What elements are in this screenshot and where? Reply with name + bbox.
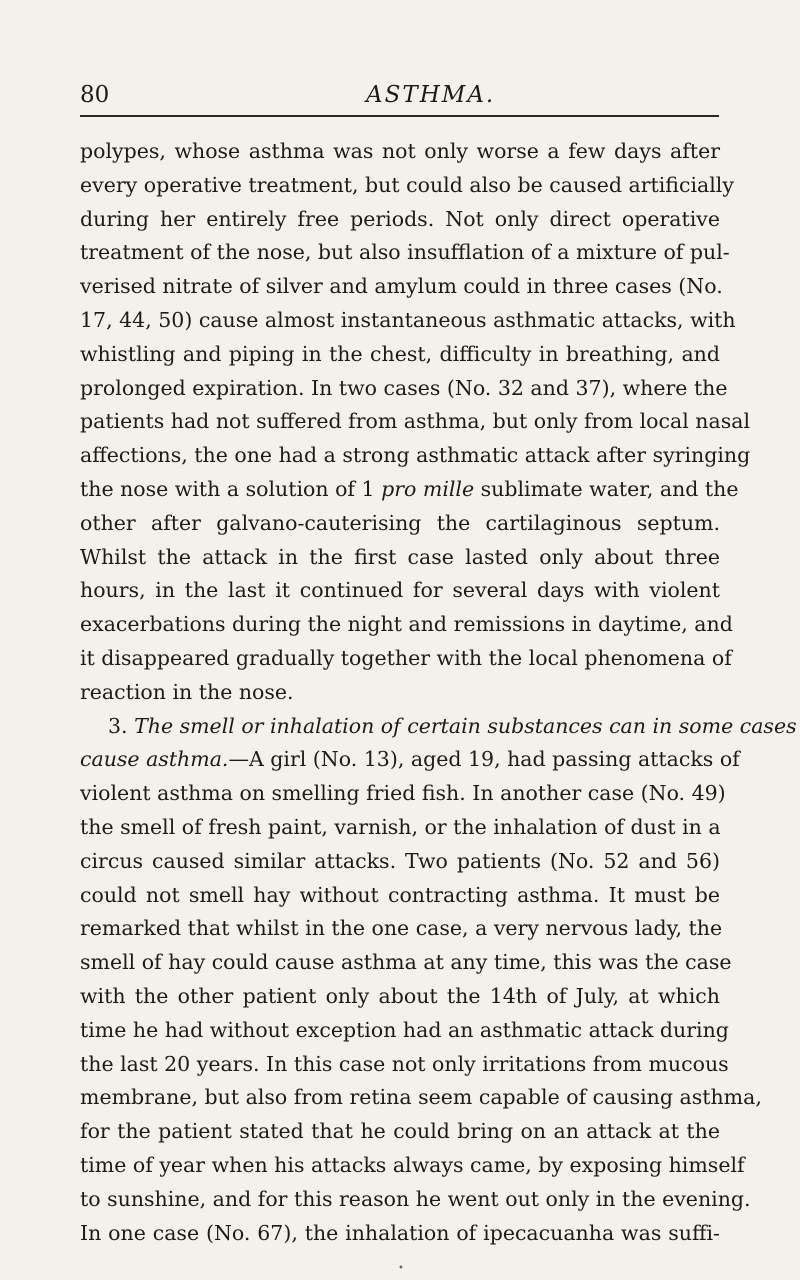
text-line: [80, 473, 739, 507]
text-line: whistling and piping in the chest, difficulty in breathing, and: [80, 341, 720, 366]
text-line: remarked that whilst in the one case, a very nervous lady, the: [80, 916, 723, 941]
text-line: verised nitrate of silver and amylum could in three cases (No.: [80, 274, 723, 299]
page-header: [0, 56, 800, 116]
text-line: patients had not suffered from asthma, but only from local nasal: [80, 409, 751, 434]
text-line: other after galvano-cauterising the cartilaginous septum.: [80, 510, 720, 535]
text-fragment: sublimate water, and the: [474, 476, 739, 501]
section-heading-continued: cause asthma.: [80, 747, 229, 772]
text-line: circus caused similar attacks. Two patients (No. 52 and 56): [80, 848, 720, 873]
text-line: time of year when his attacks always came, by exposing himself: [80, 1152, 745, 1177]
text-line: In one case (No. 67), the inhalation of ipecacuanha was suffi-: [80, 1220, 720, 1245]
section-number: 3.: [108, 713, 135, 738]
header-rule: [80, 115, 719, 117]
footer-mark: •: [398, 1263, 404, 1274]
text-line: violent asthma on smelling fried fish. In another case (No. 49): [80, 781, 726, 806]
body-text: [80, 135, 797, 1250]
page-number: 80: [80, 82, 110, 108]
text-fragment: —A girl (No. 13), aged 19, had passing attacks of: [228, 747, 740, 772]
text-line: every operative treatment, but could also be caused artificially: [80, 172, 734, 197]
text-line: smell of hay could cause asthma at any time, this was the case: [80, 950, 732, 975]
text-line: during her entirely free periods. Not only direct operative: [80, 206, 720, 231]
text-line: prolonged expiration. In two cases (No. 32 and 37), where the: [80, 375, 728, 400]
running-title: ASTHMA.: [366, 82, 496, 108]
text-line: [80, 743, 740, 777]
text-line: with the other patient only about the 14th of July, at which: [80, 983, 720, 1008]
text-line: exacerbations during the night and remissions in daytime, and: [80, 612, 733, 637]
text-line: polypes, whose asthma was not only worse a few days after: [80, 139, 720, 163]
text-line: Whilst the attack in the first case lasted only about three: [80, 544, 720, 569]
text-line: 17, 44, 50) cause almost instantaneous asthmatic attacks, with: [80, 307, 736, 332]
text-line: hours, in the last it continued for several days with violent: [80, 578, 720, 603]
text-line: the last 20 years. In this case not only irritations from mucous: [80, 1051, 729, 1076]
text-line: could not smell hay without contracting asthma. It must be: [80, 882, 720, 907]
italic-phrase: pro mille: [381, 476, 475, 501]
text-line: time he had without exception had an asthmatic attack during: [80, 1017, 729, 1042]
section-heading-line: [80, 710, 797, 744]
text-line: treatment of the nose, but also insufflation of a mixture of pul-: [80, 240, 730, 265]
text-line: to sunshine, and for this reason he went out only in the evening.: [80, 1186, 751, 1211]
text-line: the smell of fresh paint, varnish, or the inhalation of dust in a: [80, 814, 721, 839]
text-line: affections, the one had a strong asthmatic attack after syringing: [80, 443, 751, 468]
section-heading: The smell or inhalation of certain substances can in some cases: [134, 713, 797, 738]
text-line: for the patient stated that he could bring on an attack at the: [80, 1119, 720, 1144]
text-line: membrane, but also from retina seem capable of causing asthma,: [80, 1085, 762, 1110]
text-line: it disappeared gradually together with the local phenomena of: [80, 645, 732, 670]
text-line: reaction in the nose.: [80, 679, 294, 704]
text-fragment: the nose with a solution of 1: [80, 476, 382, 501]
